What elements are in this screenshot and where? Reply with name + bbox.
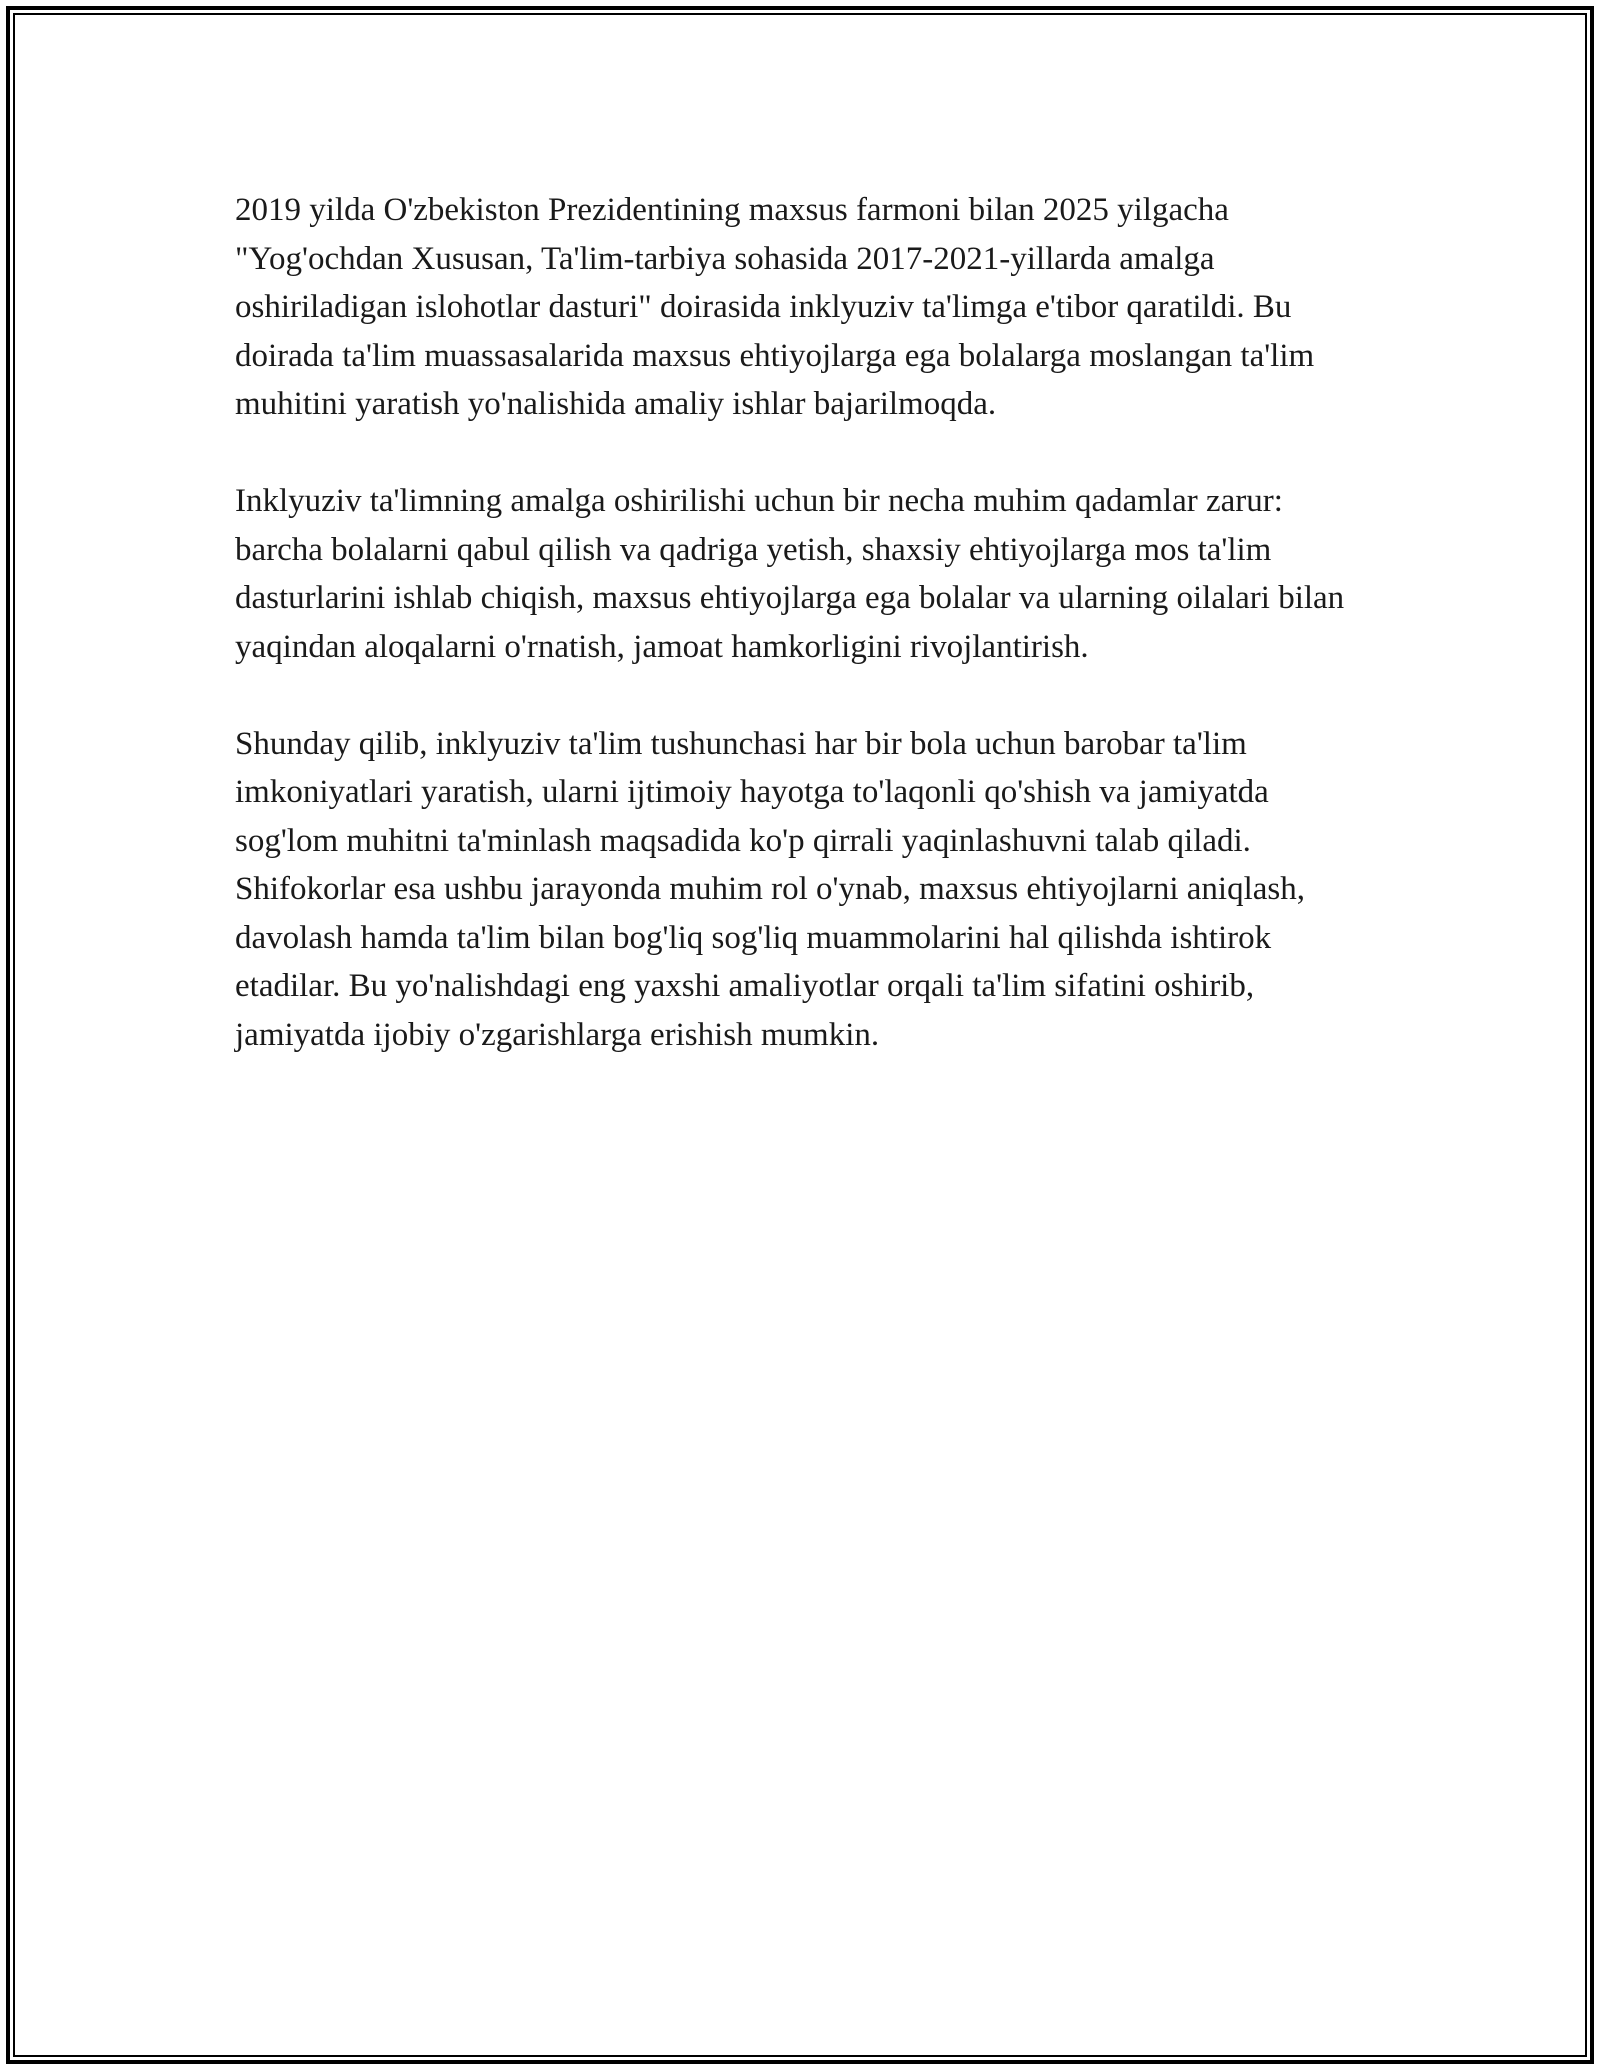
paragraph-3: Shunday qilib, inklyuziv ta'lim tushunchasi har bir bola uchun barobar ta'lim imkoniyatlari yaratish, ularni ijtimoiy hayotga to'laqonli qo'shish va jamiyatda sog'lom muhitni ta'minlash maqsadida ko'p qirrali yaqinlashuvni talab qiladi. Shifokorlar esa ushbu jarayonda muhim rol o'ynab, maxsus ehtiyojlarni aniqlash, davolash hamda ta'lim bilan bog'liq sog'liq muammolarini hal qilishda ishtirok etadilar. Bu yo'nalishdagi eng yaxshi amaliyotlar orqali ta'lim sifatini oshirib, jamiyatda ijobiy o'zgarishlarga erishish mumkin. <box>235 725 1305 1053</box>
document-body <box>235 186 1370 1108</box>
paragraph-2: Inklyuziv ta'limning amalga oshirilishi uchun bir necha muhim qadamlar zarur: barcha bolalarni qabul qilish va qadriga yetish, shaxsiy ehtiyojlarga mos ta'lim dasturlarini ishlab chiqish, maxsus ehtiyojlarga ega bolalar va ularning oilalari bilan yaqindan aloqalarni o'rnatish, jamoat hamkorligini rivojlantirish. <box>235 483 1345 665</box>
paragraph-1: 2019 yilda O'zbekiston Prezidentining maxsus farmoni bilan 2025 yilgacha "Yog'ochdan Xususan, Ta'lim-tarbiya sohasida 2017-2021-yillarda amalga oshiriladigan islohotlar dasturi" doirasida inklyuziv ta'limga e'tibor qaratildi. Bu doirada ta'lim muassasalarida maxsus ehtiyojlarga ega bolalarga moslangan ta'lim muhitini yaratish yo'nalishida amaliy ishlar bajarilmoqda. <box>235 192 1315 422</box>
